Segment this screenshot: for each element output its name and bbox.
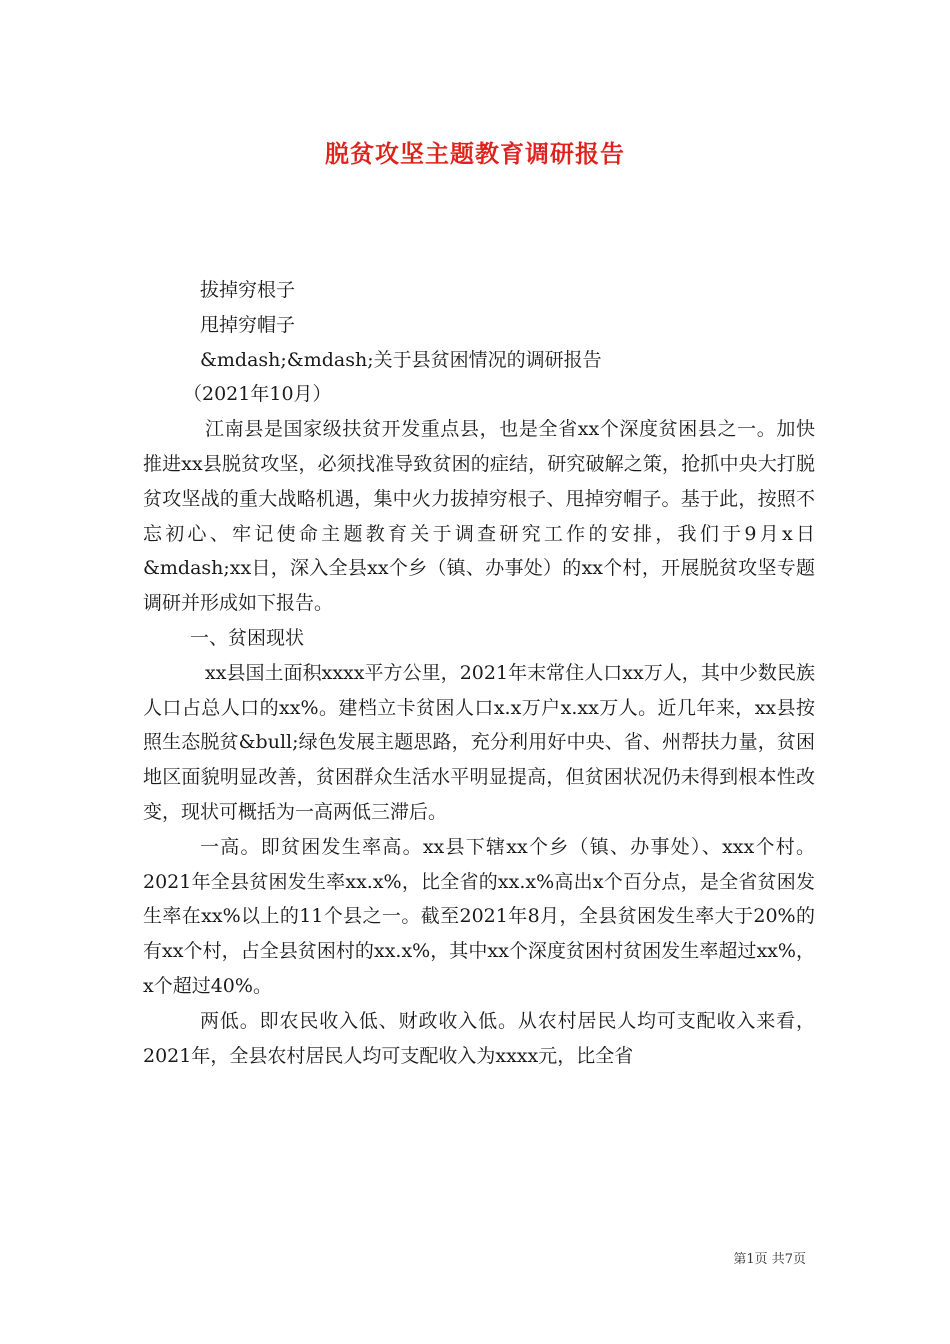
subtitle-line: 拔掉穷根子 <box>200 279 296 301</box>
document-body <box>143 273 815 1073</box>
paragraph: xx县国土面积xxxx平方公里，2021年末常住人口xx万人，其中少数民族人口占总人口的xx%。建档立卡贫困人口x.x万户x.xx万人。近几年来，xx县按照生态脱贫&bull;绿色发展主题思路，充分利用好中央、省、州帮扶力量，贫困地区面貌明显改善，贫困群众生活水平明显提高，但贫困状况仍未得到根本性改变，现状可概括为一高两低三滞后。 <box>143 661 815 823</box>
paragraph: 江南县是国家级扶贫开发重点县，也是全省xx个深度贫困县之一。加快推进xx县脱贫攻坚，必须找准导致贫困的症结，研究破解之策，抢抓中央大打脱贫攻坚战的重大战略机遇，集中火力拔掉穷根子、甩掉穷帽子。基于此，按照不忘初心、牢记使命主题教育关于调查研究工作的安排，我们于9月x日&mdash;xx日，深入全县xx个乡（镇、办事处）的xx个村，开展脱贫攻坚专题调研并形成如下报告。 <box>143 418 815 615</box>
subtitle-line: &mdash;&mdash;关于县贫困情况的调研报告 <box>200 348 602 371</box>
report-date: （2021年10月） <box>183 383 332 406</box>
page-number: 第1页 共7页 <box>733 1252 806 1267</box>
section-heading: 一、贫困现状 <box>190 626 305 649</box>
paragraph: 两低。即农民收入低、财政收入低。从农村居民人均可支配收入来看，2021年，全县农村居民人均可支配收入为xxxx元，比全省 <box>143 1009 815 1067</box>
document-title: 脱贫攻坚主题教育调研报告 <box>325 139 625 168</box>
paragraph: 一高。即贫困发生率高。xx县下辖xx个乡（镇、办事处）、xxx个村。2021年全县贫困发生率xx.x%，比全省的xx.x%高出x个百分点，是全省贫困发生率在xx%以上的11个县之一。截至2021年8月，全县贫困发生率大于20%的有xx个村，占全县贫困村的xx.x%，其中xx个深度贫困村贫困发生率超过xx%，x个超过40%。 <box>143 835 815 997</box>
subtitle-line: 甩掉穷帽子 <box>200 313 296 336</box>
